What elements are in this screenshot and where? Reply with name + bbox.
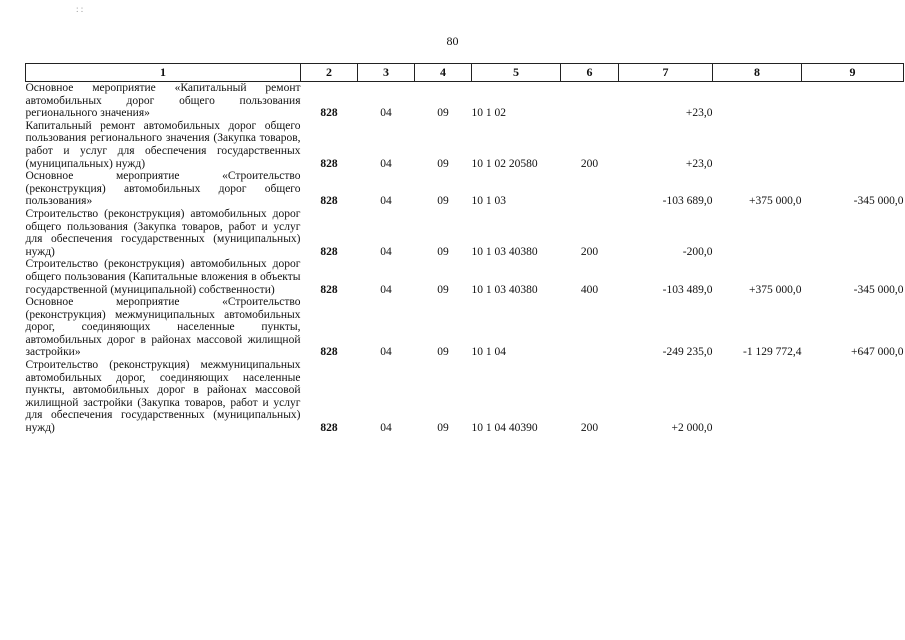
amount-col9 [802,120,904,170]
row-name [26,359,301,435]
subsection-code: 09 [437,195,449,208]
column-header-3: 3 [358,64,415,82]
row-description: Строительство (реконструкция) автомобильных дорог общего пользования (Закупка товаров, работ и услуг для обеспечения государственных (муниципальных) нужд) [25,207,301,258]
page-number: 80 [446,34,459,48]
table-row [26,170,904,208]
row-name [26,258,301,296]
amount-col9 [802,359,904,435]
expense-type [561,82,619,120]
target-article: 10 1 04 [471,346,506,359]
amount-col7: -103 489,0 [662,283,713,296]
amount-col8 [713,208,802,258]
admin-code: 828 [320,422,338,435]
amount-col8 [713,359,802,435]
amount-col8: -1 129 772,4 [743,346,802,359]
admin-code: 828 [320,245,338,258]
amount-col7: +23,0 [685,107,713,120]
row-description: Капитальный ремонт автомобильных дорог общего пользования регионального значения (Закупка товаров, работ и услуг для обеспечения государственных (муниципальных) нужд) [25,119,301,170]
amount-col8 [713,120,802,170]
budget-table [25,63,904,435]
column-header-6: 6 [561,64,619,82]
section-code: 04 [380,422,392,435]
section-code: 04 [380,107,392,120]
admin-code: 828 [320,283,338,296]
column-header-8: 8 [713,64,802,82]
table-row [26,120,904,170]
amount-col9: -345 000,0 [853,283,904,296]
column-header-1: 1 [26,64,301,82]
target-article: 10 1 03 40380 [471,245,538,258]
amount-col9 [802,208,904,258]
amount-col7: +2 000,0 [671,422,713,435]
row-description: Основное мероприятие «Строительство (реконструкция) автомобильных дорог общего пользования» [25,170,301,208]
table-body [26,82,904,435]
subsection-code: 09 [437,157,449,170]
admin-code: 828 [320,157,338,170]
amount-col8: +375 000,0 [749,195,802,208]
section-code: 04 [380,195,392,208]
section-code: 04 [380,245,392,258]
target-article: 10 1 02 20580 [471,157,538,170]
amount-col7: -103 689,0 [662,195,713,208]
row-description: Основное мероприятие «Капитальный ремонт автомобильных дорог общего пользования регионального значения» [25,82,301,120]
section-code: 04 [380,346,392,359]
admin-code: 828 [320,107,338,120]
subsection-code: 09 [437,107,449,120]
table-row [26,82,904,120]
row-description: Основное мероприятие «Строительство (реконструкция) межмуниципальных автомобильных дорог, соединяющих населенные пункты, автомобильных дорог в районах массовой жилищной застройки» [25,296,301,359]
row-description: Строительство (реконструкция) автомобильных дорог общего пользования (Капитальные вложения в объекты государственной (муниципальной) собственности) [25,258,301,296]
row-name [26,208,301,258]
expense-type: 200 [580,157,599,170]
table-header-row [26,64,904,82]
section-code: 04 [380,283,392,296]
amount-col9 [802,82,904,120]
amount-col9: -345 000,0 [853,195,904,208]
subsection-code: 09 [437,346,449,359]
row-name [26,170,301,208]
target-article: 10 1 02 [471,107,506,120]
amount-col7: +23,0 [685,157,713,170]
amount-col8 [713,82,802,120]
expense-type: 400 [580,283,599,296]
row-name [26,82,301,120]
amount-col8: +375 000,0 [749,283,802,296]
column-header-9: 9 [802,64,904,82]
row-description: Строительство (реконструкция) межмуниципальных автомобильных дорог, соединяющих населенные пункты, автомобильных дорог в районах массовой жилищной застройки (Закупка товаров, работ и услуг для обеспечения государственных (муниципальных) нужд) [25,359,301,435]
column-header-4: 4 [415,64,472,82]
row-name [26,120,301,170]
expense-type [561,170,619,208]
subsection-code: 09 [437,422,449,435]
amount-col7: -249 235,0 [662,346,713,359]
amount-col9: +647 000,0 [851,346,904,359]
expense-type: 200 [580,245,599,258]
subsection-code: 09 [437,245,449,258]
table-row [26,359,904,435]
table-row [26,296,904,359]
column-header-5: 5 [472,64,561,82]
column-header-7: 7 [619,64,713,82]
table-row [26,258,904,296]
target-article: 10 1 04 40390 [471,422,538,435]
table-row [26,208,904,258]
admin-code: 828 [320,346,338,359]
target-article: 10 1 03 [471,195,506,208]
admin-code: 828 [320,195,338,208]
row-name [26,296,301,359]
expense-type [561,296,619,359]
expense-type: 200 [580,422,599,435]
amount-col7: -200,0 [682,245,713,258]
column-header-2: 2 [301,64,358,82]
section-code: 04 [380,157,392,170]
scan-artifact: : : [76,4,84,14]
subsection-code: 09 [437,283,449,296]
target-article: 10 1 03 40380 [471,283,538,296]
